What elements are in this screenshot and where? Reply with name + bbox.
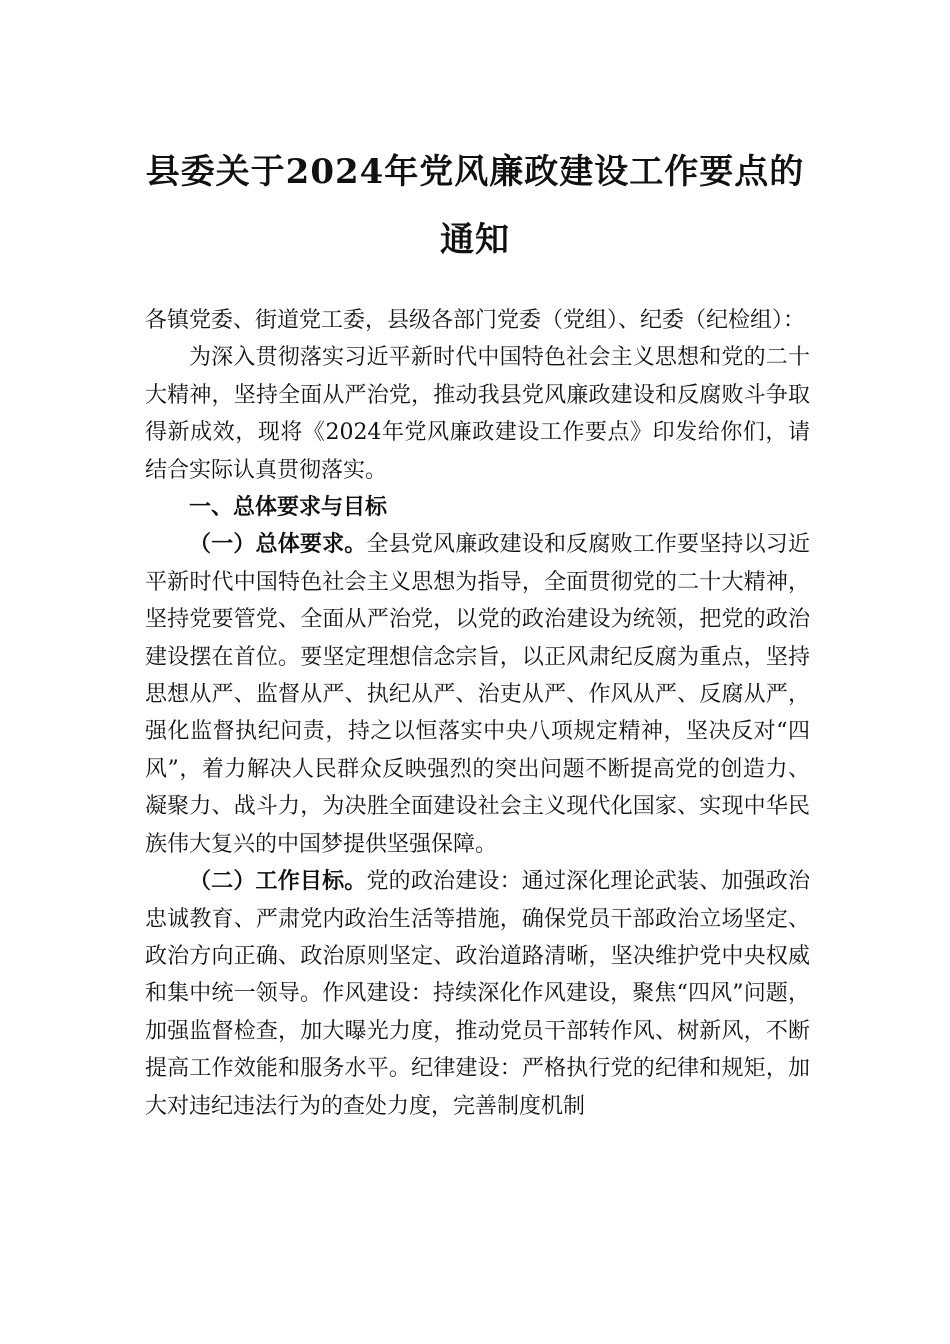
subsection-2-paragraph <box>145 863 810 1125</box>
subsection-1-paragraph <box>145 526 810 863</box>
intro-paragraph: 为深入贯彻落实习近平新时代中国特色社会主义思想和党的二十大精神，坚持全面从严治党，推动我县党风廉政建设和反腐败斗争取得新成效，现将《2024年党风廉政建设工作要点》印发给你们，请结合实际认真贯彻落实。 <box>145 345 810 483</box>
subsection-1-text: 全县党风廉政建设和反腐败工作要坚持以习近平新时代中国特色社会主义思想为指导，全面贯彻党的二十大精神，坚持党要管党、全面从严治党，以党的政治建设为统领，把党的政治建设摆在首位。要坚定理想信念宗旨，以正风肃纪反腐为重点，坚持思想从严、监督从严、执纪从严、治吏从严、作风从严、反腐从严，强化监督执纪问责，持之以恒落实中央八项规定精神，坚决反对“四风”，着力解决人民群众反映强烈的突出问题不断提高党的创造力、凝聚力、战斗力，为决胜全面建设社会主义现代化国家、实现中华民族伟大复兴的中国梦提供坚强保障。 <box>145 532 810 857</box>
document-title-line-1: 县委关于2024年党风廉政建设工作要点的 <box>145 152 805 192</box>
document-body <box>145 302 810 1125</box>
subsection-1-label: （一）总体要求。 <box>189 531 367 558</box>
section-heading: 一、总体要求与目标 <box>189 495 388 521</box>
subsection-2-text: 党的政治建设：通过深化理论武装、加强政治忠诚教育、严肃党内政治生活等措施，确保党员干部政治立场坚定、政治方向正确、政治原则坚定、政治道路清晰，坚决维护党中央权威和集中统一领导。作风建设：持续深化作风建设，聚焦“四风”问题，加强监督检查，加大曝光力度，推动党员干部转作风、树新风，不断提高工作效能和服务水平。纪律建设：严格执行党的纪律和规矩，加大对违纪违法行为的查处力度，完善制度机制 <box>145 869 810 1119</box>
salutation: 各镇党委、街道党工委，县级各部门党委（党组）、纪委（纪检组）： <box>145 308 806 333</box>
document-title-line-2: 通知 <box>440 220 510 260</box>
subsection-2-label: （二）工作目标。 <box>189 868 367 895</box>
